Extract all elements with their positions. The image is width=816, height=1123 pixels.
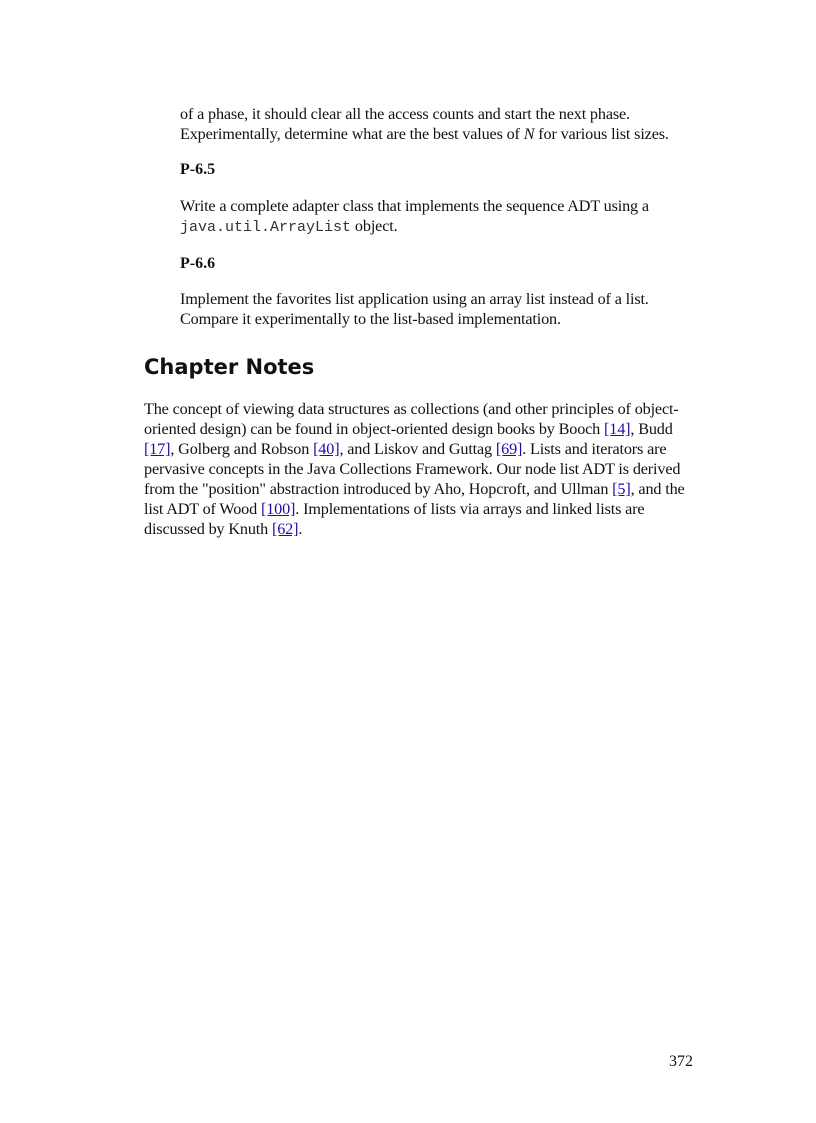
- p6-6-line-2: Compare it experimentally to the list-based implementation.: [180, 310, 561, 328]
- chapter-notes-heading: Chapter Notes: [144, 355, 315, 379]
- chapter-notes-paragraph: [144, 399, 685, 539]
- citation-link-69[interactable]: [69]: [495, 440, 523, 458]
- page-number: 372: [669, 1053, 693, 1070]
- citation-link-100[interactable]: [100]: [260, 500, 296, 518]
- notes-line-5: from the "position" abstraction introduced by Aho, Hopcroft, and Ullman [5], and the: [144, 480, 685, 498]
- citation-link-40[interactable]: [40]: [313, 440, 340, 458]
- citation-link-62[interactable]: [62]: [272, 520, 299, 538]
- citation-link-5[interactable]: [5]: [612, 480, 631, 498]
- variable-n: N: [523, 125, 535, 143]
- continuation-line-2: Experimentally, determine what are the best values of N for various list sizes.: [180, 125, 669, 143]
- notes-line-3: [17], Golberg and Robson [40], and Liskov and Guttag [69]. Lists and iterators are: [144, 440, 667, 458]
- continuation-paragraph: [180, 104, 669, 144]
- citation-link-14[interactable]: [14]: [604, 420, 631, 438]
- exercise-p6-5-text: [180, 196, 649, 238]
- exercise-label-p6-5: P-6.5: [180, 161, 216, 178]
- continuation-line-1: of a phase, it should clear all the access counts and start the next phase.: [180, 105, 630, 123]
- code-arraylist: java.util.ArrayList: [180, 219, 352, 236]
- notes-line-6: list ADT of Wood [100]. Implementations of lists via arrays and linked lists are: [144, 500, 645, 518]
- p6-5-line-2: java.util.ArrayList object.: [180, 217, 398, 236]
- notes-line-4: pervasive concepts in the Java Collections Framework. Our node list ADT is derived: [144, 460, 681, 478]
- notes-line-1: The concept of viewing data structures as collections (and other principles of object-: [144, 400, 679, 418]
- notes-line-2: oriented design) can be found in object-oriented design books by Booch [14], Budd: [144, 420, 673, 438]
- exercise-p6-6-text: [180, 289, 649, 329]
- p6-5-line-1: Write a complete adapter class that implements the sequence ADT using a: [180, 197, 649, 215]
- notes-line-7: discussed by Knuth [62].: [144, 520, 303, 538]
- exercise-label-p6-6: P-6.6: [180, 255, 216, 272]
- p6-6-line-1: Implement the favorites list application using an array list instead of a list.: [180, 290, 649, 308]
- citation-link-17[interactable]: [17]: [144, 440, 171, 458]
